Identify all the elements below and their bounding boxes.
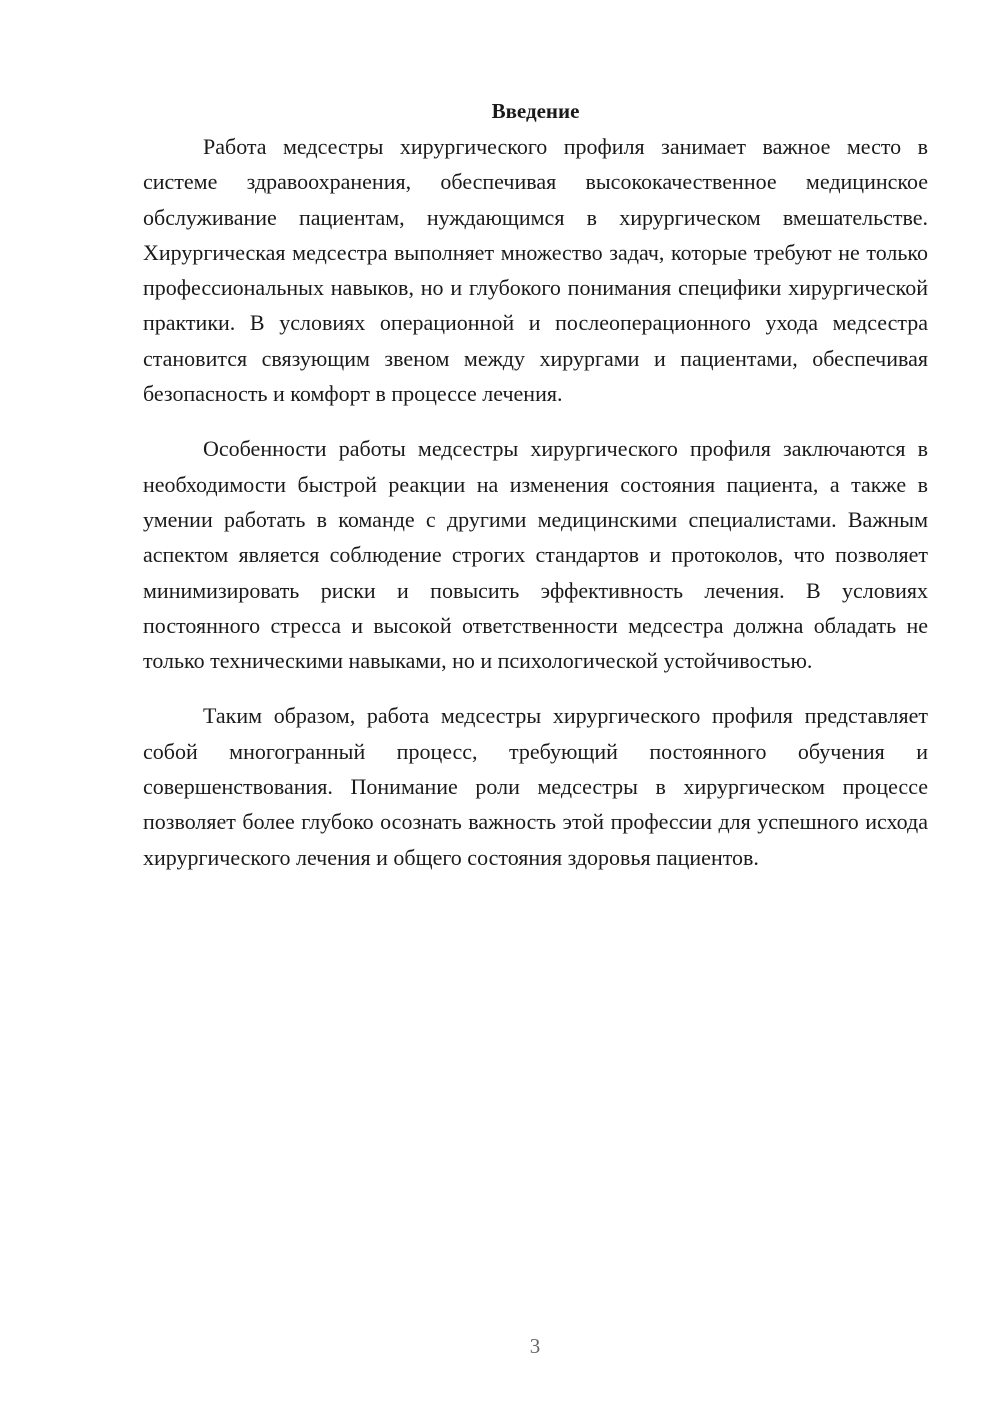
paragraph-2: Особенности работы медсестры хирургического профиля заключаются в необходимости быстрой реакции на изменения состояния пациента, а также в умении работать в команде с другими медицинскими специалистами. Важным аспектом является соблюдение строгих стандартов и протоколов, что позволяет минимизировать риски и повысить эффективность лечения. В условиях постоянного стресса и высокой ответственности медсестра должна обладать не только техническими навыками, но и психологической устойчивостью. (143, 436, 928, 674)
paragraph-1: Работа медсестры хирургического профиля занимает важное место в системе здравоохранения, обеспечивая высококачественное медицинское обслуживание пациентам, нуждающимся в хирургическом вмешательстве. Хирургическая медсестра выполняет множество задач, которые требуют не только профессиональных навыков, но и глубокого понимания специфики хирургической практики. В условиях операционной и послеоперационного ухода медсестра становится связующим звеном между хирургами и пациентами, обеспечивая безопасность и комфорт в процессе лечения. (143, 134, 928, 407)
section-heading: Введение (491, 99, 580, 123)
page-content (143, 94, 928, 895)
paragraph-3: Таким образом, работа медсестры хирургического профиля представляет собой многогранный процесс, требующий постоянного обучения и совершенствования. Понимание роли медсестры в хирургическом процессе позволяет более глубоко осознать важность этой профессии для успешного исхода хирургического лечения и общего состояния здоровья пациентов. (143, 703, 928, 870)
page-number: 3 (529, 1334, 541, 1358)
